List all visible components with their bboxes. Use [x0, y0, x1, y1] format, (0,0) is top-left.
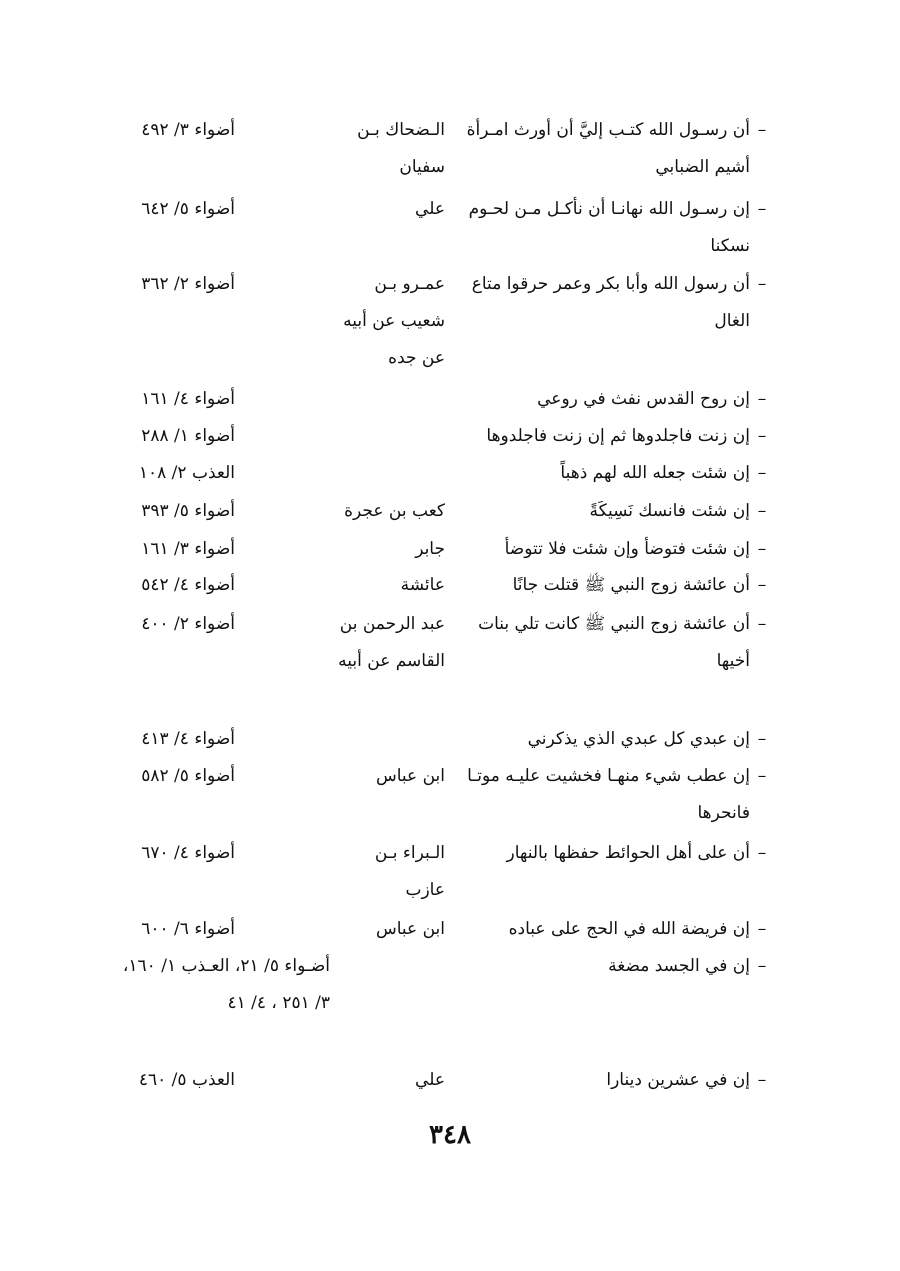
bullet-dash: –: [757, 843, 767, 863]
bullet-dash: –: [757, 575, 767, 595]
narrator: ابن عباس: [375, 919, 445, 939]
narrator: علي: [415, 199, 445, 219]
hadith-text: أن رسول الله وأبا بكر وعمر حرقوا متاع الغال: [466, 274, 750, 331]
hadith-text: إن شئت فتوضأ وإن شئت فلا تتوضأ: [504, 539, 750, 559]
hadith-text: إن في عشرين دينارا: [606, 1070, 750, 1090]
bullet-dash: –: [757, 614, 767, 634]
hadith-text: أن عائشة زوج النبي ﷺ كانت تلي بنات أخيها: [472, 614, 750, 671]
narrator: عبد الرحمن بن القاسم عن أبيه: [334, 614, 445, 671]
hadith-text: إن شئت جعله الله لهم ذهباً: [560, 463, 750, 483]
source-ref: أضواء ٥/ ٦٤٢: [141, 199, 235, 219]
narrator: كعب بن عجرة: [344, 501, 445, 521]
source-ref: أضواء ٥/ ٣٩٣: [141, 501, 235, 521]
narrator: الـضحاك بـن سفيان: [351, 120, 445, 177]
source-ref: أضواء ٤/ ١٦١: [141, 389, 235, 409]
source-ref: أضواء ٤/ ٦٧٠: [141, 843, 235, 863]
source-ref: أضواء ٢/ ٣٦٢: [141, 274, 235, 294]
bullet-dash: –: [757, 120, 767, 140]
source-ref: أضـواء ٥/ ٢١، العـذب ١/ ١٦٠، ٣/ ٢٥١ ، ٤/ ٤١: [117, 956, 330, 1013]
bullet-dash: –: [757, 1070, 767, 1090]
source-ref: العذب ٥/ ٤٦٠: [138, 1070, 235, 1090]
bullet-dash: –: [757, 539, 767, 559]
source-ref: أضواء ٥/ ٥٨٢: [141, 766, 235, 786]
bullet-dash: –: [757, 729, 767, 749]
hadith-text: إن شئت فانسك نَسِيكَةً: [589, 501, 750, 521]
hadith-text: إن زنت فاجلدوها ثم إن زنت فاجلدوها: [486, 426, 750, 446]
bullet-dash: –: [757, 389, 767, 409]
narrator: الـبراء بـن عازب: [369, 843, 445, 900]
source-ref: أضواء ٣/ ١٦١: [141, 539, 235, 559]
hadith-text: إن عطب شيء منهـا فخشيت عليـه موتـا فانحرها: [461, 766, 750, 823]
hadith-text: إن عبدي كل عبدي الذي يذكرني: [527, 729, 750, 749]
hadith-text: أن على أهل الحوائط حفظها بالنهار: [506, 843, 750, 863]
source-ref: أضواء ٦/ ٦٠٠: [141, 919, 235, 939]
hadith-text: أن رسـول الله كتـب إليَّ أن أورث امـرأة أشيم الضبابي: [461, 120, 750, 177]
hadith-text: إن في الجسد مضغة: [608, 956, 750, 976]
page-number: ٣٤٨: [429, 1120, 471, 1150]
bullet-dash: –: [757, 426, 767, 446]
hadith-text: إن رسـول الله نهانـا أن نأكـل مـن لحـوم نسكنا: [463, 199, 750, 256]
bullet-dash: –: [757, 956, 767, 976]
bullet-dash: –: [757, 274, 767, 294]
bullet-dash: –: [757, 501, 767, 521]
bullet-dash: –: [757, 463, 767, 483]
narrator: جابر: [415, 539, 445, 559]
narrator: عمـرو بـن شعيب عن أبيه عن جده: [337, 274, 445, 368]
bullet-dash: –: [757, 766, 767, 786]
source-ref: أضواء ٤/ ٤١٣: [141, 729, 235, 749]
narrator: ابن عباس: [375, 766, 445, 786]
narrator: علي: [415, 1070, 445, 1090]
source-ref: أضواء ٤/ ٥٤٢: [141, 575, 235, 595]
hadith-text: إن فريضة الله في الحج على عباده: [508, 919, 750, 939]
bullet-dash: –: [757, 919, 767, 939]
source-ref: أضواء ٣/ ٤٩٢: [141, 120, 235, 140]
hadith-text: إن روح القدس نفث في روعي: [537, 389, 750, 409]
source-ref: أضواء ١/ ٢٨٨: [141, 426, 235, 446]
source-ref: العذب ٢/ ١٠٨: [138, 463, 235, 483]
bullet-dash: –: [757, 199, 767, 219]
hadith-text: أن عائشة زوج النبي ﷺ قتلت جانًا: [512, 575, 750, 595]
narrator: عائشة: [400, 575, 445, 595]
source-ref: أضواء ٢/ ٤٠٠: [141, 614, 235, 634]
